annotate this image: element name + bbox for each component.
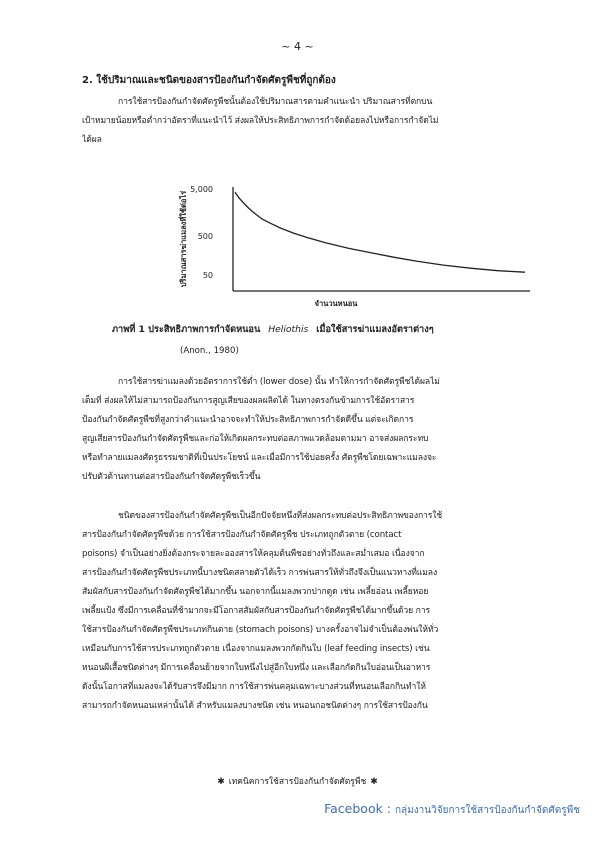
asterisk-star-icon: ✱ (370, 777, 378, 787)
text-line: การใช้สารป้องกันกำจัดศัตรูพืชนั้นต้องใช้ปริมาณสารตามคำแนะนำ ปริมาณสารที่ตกบน (118, 97, 433, 107)
text-line: เหมือนกับการใช้สารประเภทถูกตัวตาย เนื่องจากแมลงพวกกัดกินใบ (leaf feeding insects) เช่น (82, 644, 430, 654)
text-line: ใช้สารป้องกันกำจัดศัตรูพืชประเภทกินตาย (stomach poisons) บางครั้งอาจไม่จำเป็นต้องพ่นให้ทั่ว (82, 625, 439, 635)
figure-caption (112, 322, 552, 337)
page-number: ~ 4 ~ (281, 40, 314, 53)
y-tick-label: 500 (197, 232, 213, 241)
x-axis-label: จำนวนหนอน (314, 299, 358, 308)
text-line: การใช้สารฆ่าแมลงด้วยอัตราการใช้ต่ำ (lower dose) นั้น ทำให้การกำจัดศัตรูพืชได้ผลไม่ (118, 377, 440, 387)
text-line: ได้ผล (82, 135, 102, 145)
y-tick-label: 50 (202, 271, 213, 280)
paragraph-2 (82, 373, 502, 487)
text-line: สามารถกำจัดหนอนเหล่านั้นได้ สำหรับแมลงบางชนิด เช่น หนอนกอชนิดต่างๆ การใช้สารป้องกัน (82, 701, 428, 711)
facebook-group-link[interactable] (324, 801, 580, 818)
caption-scientific-name: Heliothis (268, 324, 309, 335)
text-line: เพลี้ยแป้ง ซึ่งมีการเคลื่อนที่ช้ามากจะมีโอกาสสัมผัสกับสารป้องกันกำจัดศัตรูพืชได้มากขึ้นด้วย การ (82, 606, 431, 616)
efficiency-chart (180, 175, 540, 315)
text-line: poisons) จำเป็นอย่างยิ่งต้องกระจายละอองสารให้คลุมต้นพืชอย่างทั่วถึงและสม่ำเสมอ เนื่องจาก (82, 549, 425, 559)
asterisk-star-icon: ✱ (217, 777, 225, 787)
footer-note-text: เทคนิคการใช้สารป้องกันกำจัดศัตรูพืช (228, 777, 367, 787)
caption-rest: เมื่อใช้สารฆ่าแมลงอัตราต่างๆ (316, 324, 434, 335)
paragraph-1 (82, 93, 502, 150)
y-tick-label: 5,000 (190, 185, 213, 194)
text-line: ปรับตัวต้านทานต่อสารป้องกันกำจัดศัตรูพืชเร็วขึ้น (82, 472, 261, 482)
text-line: สัมผัสกับสารป้องกันกำจัดศัตรูพืชได้มากขึ้น นอกจากนี้แมลงพวกปากดูด เช่น เพลี้ยอ่อน เพลี้ยหอย (82, 587, 429, 597)
text-line: สารป้องกันกำจัดศัตรูพืชประเภทนี้บางชนิดสลายตัวได้เร็ว การพ่นสารให้ทั่วถึงจึงเป็นแนวทางที่แมลง (82, 568, 438, 578)
text-line: ชนิดของสารป้องกันกำจัดศัตรูพืชเป็นอีกปัจจัยหนึ่งที่ส่งผลกระทบต่อประสิทธิภาพของการใช้ (118, 511, 443, 521)
footer-note (0, 774, 595, 788)
paragraph-3 (82, 507, 502, 716)
caption-source: (Anon., 1980) (180, 346, 239, 356)
efficiency-curve (235, 192, 525, 272)
text-line: เป้าหมายน้อยหรือต่ำกว่าอัตราที่แนะนำไว้ ส่งผลให้ประสิทธิภาพการกำจัดด้อยลงไปหรือการกำจัดไม่ (82, 116, 439, 126)
y-axis-label: ปริมาณสารฆ่าแมลงที่ใช้ต่อไร่ (179, 190, 188, 288)
text-line: เต็มที่ ส่งผลให้ไม่สามารถป้องกันการสูญเสียของผลผลิตได้ ในทางตรงกันข้ามการใช้อัตราสาร (82, 396, 415, 406)
text-line: สารป้องกันกำจัดศัตรูพืชด้วย การใช้สารป้องกันกำจัดศัตรูพืช ประเภทถูกตัวตาย (contact (82, 530, 402, 540)
text-line: สูญเสียสารป้องกันกำจัดศัตรูพืชและก่อให้เกิดผลกระทบต่อสภาพแวดล้อมตามมา อาจส่งผลกระทบ (82, 434, 429, 444)
text-line: ป้องกันกำจัดศัตรูพืชที่สูงกว่าคำแนะนำอาจจะทำให้ประสิทธิภาพการกำจัดดีขึ้น แต่จะเกิดการ (82, 415, 414, 425)
section-heading: 2. ใช้ปริมาณและชนิดของสารป้องกันกำจัดศัตรูพืชที่ถูกต้อง (82, 75, 336, 86)
text-line: ดังนั้นโอกาสที่แมลงจะได้รับสารจึงมีมาก การใช้สารพ่นคลุมเฉพาะบางส่วนที่หนอนเลือกกินทำให้ (82, 682, 426, 692)
facebook-group-name: กลุ่มงานวิจัยการใช้สารป้องกันกำจัดศัตรูพืช (395, 805, 580, 816)
caption-label: ภาพที่ 1 ประสิทธิภาพการกำจัดหนอน (112, 324, 261, 335)
text-line: หนอนผีเสื้อชนิดต่างๆ มีการเคลื่อนย้ายจากใบหนึ่งไปสู่อีกใบหนึ่ง และเลือกกัดกินใบอ่อนเป็นอาหาร (82, 663, 431, 673)
text-line: หรือทำลายแมลงศัตรูธรรมชาติที่เป็นประโยชน์ และเมื่อมีการใช้บ่อยครั้ง ศัตรูพืชโดยเฉพาะแมลงจะ (82, 453, 437, 463)
chart-svg (180, 175, 540, 315)
facebook-label: Facebook : (324, 801, 392, 816)
